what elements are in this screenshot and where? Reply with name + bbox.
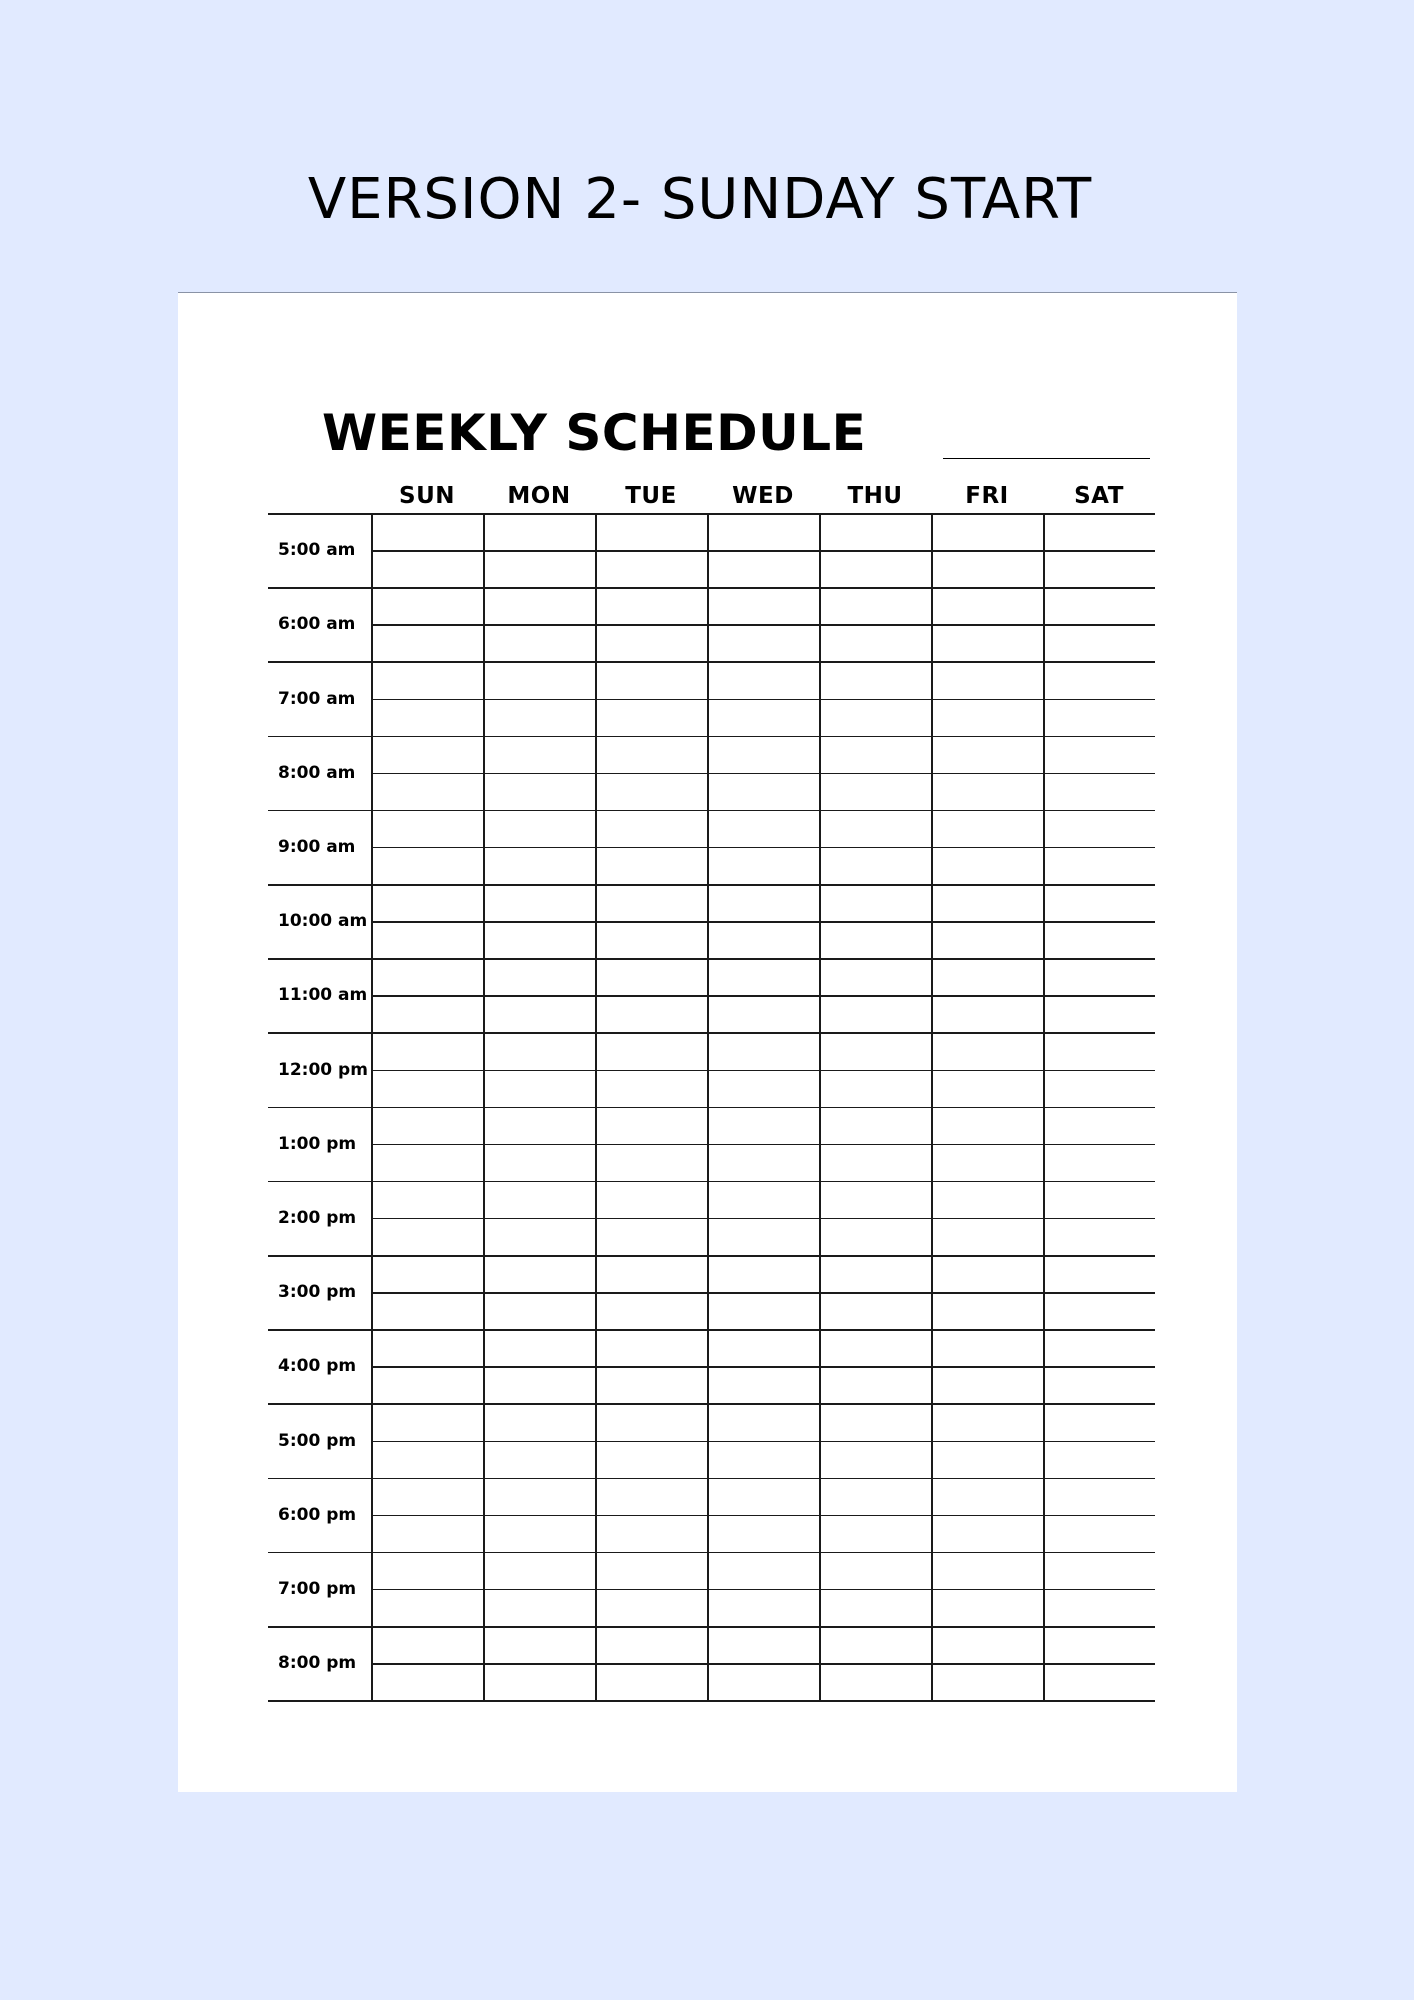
schedule-cell[interactable] [485, 589, 593, 622]
schedule-cell[interactable] [485, 1257, 593, 1290]
schedule-cell[interactable] [373, 1034, 481, 1067]
day-header-sun: SUN [399, 483, 455, 509]
schedule-cell[interactable] [373, 1331, 481, 1364]
schedule-cell[interactable] [485, 1146, 593, 1179]
schedule-cell[interactable] [597, 1628, 705, 1661]
schedule-cell[interactable] [1045, 1554, 1153, 1587]
time-label: 10:00 am [278, 911, 368, 932]
schedule-cell[interactable] [1045, 1628, 1153, 1661]
schedule-cell[interactable] [1045, 1443, 1153, 1476]
schedule-cell[interactable] [821, 1072, 929, 1105]
schedule-cell[interactable] [373, 775, 481, 808]
schedule-cell[interactable] [597, 1146, 705, 1179]
schedule-cell[interactable] [709, 589, 817, 622]
schedule-cell[interactable] [933, 1034, 1041, 1067]
schedule-cell[interactable] [373, 1220, 481, 1253]
schedule-cell[interactable] [373, 589, 481, 622]
schedule-cell[interactable] [485, 552, 593, 585]
schedule-cell[interactable] [821, 1480, 929, 1513]
schedule-cell[interactable] [933, 1220, 1041, 1253]
schedule-cell[interactable] [485, 1220, 593, 1253]
schedule-cell[interactable] [597, 1109, 705, 1142]
schedule-cell[interactable] [597, 738, 705, 771]
schedule-cell[interactable] [597, 812, 705, 845]
schedule-cell[interactable] [373, 1183, 481, 1216]
schedule-cell[interactable] [485, 1034, 593, 1067]
schedule-cell[interactable] [597, 1554, 705, 1587]
column-divider [931, 513, 933, 1700]
schedule-cell[interactable] [709, 1294, 817, 1327]
schedule-cell[interactable] [597, 626, 705, 659]
schedule-cell[interactable] [485, 663, 593, 696]
schedule-cell[interactable] [821, 1591, 929, 1624]
schedule-cell[interactable] [373, 1368, 481, 1401]
schedule-cell[interactable] [933, 1109, 1041, 1142]
schedule-cell[interactable] [821, 1405, 929, 1438]
schedule-cell[interactable] [373, 1146, 481, 1179]
schedule-cell[interactable] [597, 589, 705, 622]
schedule-cell[interactable] [933, 849, 1041, 882]
schedule-cell[interactable] [597, 1665, 705, 1698]
schedule-cell[interactable] [933, 1443, 1041, 1476]
schedule-cell[interactable] [933, 923, 1041, 956]
schedule-cell[interactable] [597, 552, 705, 585]
schedule-cell[interactable] [373, 923, 481, 956]
schedule-cell[interactable] [821, 1034, 929, 1067]
schedule-cell[interactable] [597, 1034, 705, 1067]
schedule-cell[interactable] [485, 626, 593, 659]
schedule-cell[interactable] [933, 626, 1041, 659]
schedule-cell[interactable] [1045, 626, 1153, 659]
schedule-cell[interactable] [1045, 886, 1153, 919]
schedule-cell[interactable] [821, 701, 929, 734]
schedule-cell[interactable] [933, 775, 1041, 808]
schedule-cell[interactable] [373, 1405, 481, 1438]
schedule-cell[interactable] [485, 738, 593, 771]
schedule-cell[interactable] [1045, 1368, 1153, 1401]
schedule-cell[interactable] [821, 589, 929, 622]
schedule-cell[interactable] [373, 1443, 481, 1476]
schedule-cell[interactable] [1045, 960, 1153, 993]
schedule-cell[interactable] [1045, 997, 1153, 1030]
schedule-cell[interactable] [373, 701, 481, 734]
schedule-cell[interactable] [597, 1480, 705, 1513]
schedule-cell[interactable] [821, 1109, 929, 1142]
schedule-cell[interactable] [597, 1220, 705, 1253]
schedule-cell[interactable] [373, 552, 481, 585]
schedule-cell[interactable] [709, 1480, 817, 1513]
schedule-cell[interactable] [373, 626, 481, 659]
schedule-cell[interactable] [933, 1257, 1041, 1290]
schedule-cell[interactable] [709, 1443, 817, 1476]
schedule-cell[interactable] [1045, 1183, 1153, 1216]
day-header-sat: SAT [1074, 483, 1124, 509]
schedule-cell[interactable] [485, 1331, 593, 1364]
schedule-cell[interactable] [485, 886, 593, 919]
schedule-cell[interactable] [709, 1220, 817, 1253]
schedule-cell[interactable] [597, 1294, 705, 1327]
schedule-cell[interactable] [821, 1665, 929, 1698]
column-divider [371, 513, 373, 1700]
schedule-cell[interactable] [597, 997, 705, 1030]
schedule-cell[interactable] [373, 1109, 481, 1142]
schedule-cell[interactable] [1045, 663, 1153, 696]
schedule-cell[interactable] [485, 1183, 593, 1216]
schedule-cell[interactable] [597, 960, 705, 993]
schedule-cell[interactable] [1045, 1405, 1153, 1438]
schedule-cell[interactable] [1045, 1331, 1153, 1364]
schedule-cell[interactable] [485, 923, 593, 956]
schedule-cell[interactable] [821, 775, 929, 808]
schedule-cell[interactable] [933, 1183, 1041, 1216]
schedule-cell[interactable] [933, 1517, 1041, 1550]
schedule-cell[interactable] [485, 515, 593, 548]
schedule-cell[interactable] [597, 1405, 705, 1438]
schedule-cell[interactable] [373, 738, 481, 771]
schedule-cell[interactable] [597, 1368, 705, 1401]
schedule-cell[interactable] [709, 812, 817, 845]
schedule-cell[interactable] [485, 1628, 593, 1661]
schedule-cell[interactable] [373, 960, 481, 993]
schedule-cell[interactable] [485, 1109, 593, 1142]
schedule-cell[interactable] [933, 515, 1041, 548]
schedule-cell[interactable] [373, 1665, 481, 1698]
schedule-cell[interactable] [373, 1480, 481, 1513]
schedule-cell[interactable] [373, 515, 481, 548]
schedule-cell[interactable] [485, 701, 593, 734]
schedule-cell[interactable] [821, 515, 929, 548]
schedule-cell[interactable] [933, 1628, 1041, 1661]
time-label: 12:00 pm [278, 1059, 368, 1080]
schedule-cell[interactable] [821, 738, 929, 771]
schedule-cell[interactable] [933, 997, 1041, 1030]
schedule-cell[interactable] [485, 1591, 593, 1624]
schedule-cell[interactable] [821, 552, 929, 585]
schedule-cell[interactable] [821, 1443, 929, 1476]
schedule-cell[interactable] [821, 1517, 929, 1550]
schedule-cell[interactable] [933, 589, 1041, 622]
time-label: 9:00 am [278, 836, 356, 857]
schedule-cell[interactable] [485, 1294, 593, 1327]
schedule-cell[interactable] [597, 849, 705, 882]
schedule-cell[interactable] [485, 1443, 593, 1476]
schedule-cell[interactable] [933, 1072, 1041, 1105]
schedule-cell[interactable] [709, 1109, 817, 1142]
schedule-cell[interactable] [485, 1072, 593, 1105]
column-divider [595, 513, 597, 1700]
schedule-cell[interactable] [709, 1591, 817, 1624]
schedule-cell[interactable] [1045, 1146, 1153, 1179]
schedule-cell[interactable] [1045, 1034, 1153, 1067]
schedule-cell[interactable] [373, 663, 481, 696]
schedule-cell[interactable] [1045, 701, 1153, 734]
schedule-cell[interactable] [1045, 849, 1153, 882]
schedule-cell[interactable] [597, 1183, 705, 1216]
schedule-cell[interactable] [933, 1331, 1041, 1364]
schedule-cell[interactable] [933, 1368, 1041, 1401]
schedule-cell[interactable] [1045, 1480, 1153, 1513]
schedule-cell[interactable] [709, 1665, 817, 1698]
time-label: 7:00 pm [278, 1578, 357, 1599]
schedule-cell[interactable] [709, 515, 817, 548]
schedule-cell[interactable] [1045, 775, 1153, 808]
schedule-cell[interactable] [1045, 1665, 1153, 1698]
schedule-cell[interactable] [709, 1405, 817, 1438]
schedule-cell[interactable] [821, 1331, 929, 1364]
schedule-cell[interactable] [933, 960, 1041, 993]
schedule-cell[interactable] [373, 812, 481, 845]
schedule-cell[interactable] [933, 1554, 1041, 1587]
hour-rule [268, 1700, 1155, 1702]
schedule-cell[interactable] [1045, 1591, 1153, 1624]
schedule-cell[interactable] [933, 1480, 1041, 1513]
schedule-cell[interactable] [1045, 1220, 1153, 1253]
column-divider [819, 513, 821, 1700]
schedule-cell[interactable] [709, 1554, 817, 1587]
schedule-cell[interactable] [373, 1591, 481, 1624]
schedule-cell[interactable] [821, 1294, 929, 1327]
schedule-cell[interactable] [933, 886, 1041, 919]
day-header-fri: FRI [965, 483, 1009, 509]
time-label: 8:00 am [278, 762, 356, 783]
schedule-cell[interactable] [1045, 1257, 1153, 1290]
schedule-cell[interactable] [933, 1665, 1041, 1698]
schedule-cell[interactable] [933, 1146, 1041, 1179]
schedule-cell[interactable] [709, 626, 817, 659]
schedule-cell[interactable] [1045, 1517, 1153, 1550]
schedule-cell[interactable] [933, 701, 1041, 734]
date-write-line[interactable] [943, 458, 1150, 459]
day-header-wed: WED [732, 483, 794, 509]
schedule-cell[interactable] [597, 1257, 705, 1290]
schedule-cell[interactable] [485, 997, 593, 1030]
schedule-cell[interactable] [709, 1072, 817, 1105]
schedule-cell[interactable] [597, 923, 705, 956]
schedule-cell[interactable] [709, 1517, 817, 1550]
time-label: 1:00 pm [278, 1133, 357, 1154]
schedule-cell[interactable] [1045, 1109, 1153, 1142]
time-label: 2:00 pm [278, 1207, 357, 1228]
schedule-cell[interactable] [709, 663, 817, 696]
schedule-cell[interactable] [709, 886, 817, 919]
schedule-cell[interactable] [373, 1628, 481, 1661]
schedule-cell[interactable] [709, 1628, 817, 1661]
schedule-cell[interactable] [709, 1257, 817, 1290]
schedule-cell[interactable] [821, 1257, 929, 1290]
schedule-cell[interactable] [485, 775, 593, 808]
schedule-cell[interactable] [709, 849, 817, 882]
schedule-cell[interactable] [485, 1480, 593, 1513]
schedule-cell[interactable] [933, 1591, 1041, 1624]
schedule-cell[interactable] [597, 1331, 705, 1364]
schedule-cell[interactable] [933, 1294, 1041, 1327]
schedule-cell[interactable] [709, 701, 817, 734]
schedule-cell[interactable] [821, 1368, 929, 1401]
schedule-cell[interactable] [597, 1591, 705, 1624]
schedule-cell[interactable] [933, 812, 1041, 845]
schedule-cell[interactable] [597, 515, 705, 548]
schedule-cell[interactable] [597, 701, 705, 734]
schedule-cell[interactable] [485, 1554, 593, 1587]
schedule-cell[interactable] [485, 1665, 593, 1698]
schedule-cell[interactable] [709, 1146, 817, 1179]
schedule-cell[interactable] [821, 960, 929, 993]
schedule-title: WEEKLY SCHEDULE [322, 404, 867, 462]
schedule-cell[interactable] [709, 1331, 817, 1364]
schedule-cell[interactable] [597, 775, 705, 808]
schedule-cell[interactable] [709, 775, 817, 808]
time-label: 6:00 pm [278, 1504, 357, 1525]
schedule-cell[interactable] [709, 1183, 817, 1216]
schedule-cell[interactable] [821, 1146, 929, 1179]
schedule-cell[interactable] [373, 1554, 481, 1587]
day-header-tue: TUE [625, 483, 677, 509]
schedule-cell[interactable] [821, 663, 929, 696]
schedule-cell[interactable] [1045, 589, 1153, 622]
day-header-mon: MON [507, 483, 571, 509]
schedule-cell[interactable] [1045, 812, 1153, 845]
schedule-cell[interactable] [597, 1072, 705, 1105]
schedule-cell[interactable] [709, 923, 817, 956]
schedule-cell[interactable] [709, 960, 817, 993]
schedule-cell[interactable] [373, 1072, 481, 1105]
schedule-cell[interactable] [821, 1220, 929, 1253]
schedule-cell[interactable] [597, 1443, 705, 1476]
schedule-cell[interactable] [821, 923, 929, 956]
schedule-cell[interactable] [709, 552, 817, 585]
schedule-cell[interactable] [821, 1554, 929, 1587]
schedule-cell[interactable] [485, 1517, 593, 1550]
schedule-cell[interactable] [821, 1628, 929, 1661]
schedule-cell[interactable] [485, 1368, 593, 1401]
schedule-cell[interactable] [821, 812, 929, 845]
time-label: 6:00 am [278, 614, 356, 635]
time-label: 7:00 am [278, 688, 356, 709]
schedule-cell[interactable] [1045, 552, 1153, 585]
schedule-cell[interactable] [485, 960, 593, 993]
day-header-thu: THU [847, 483, 903, 509]
schedule-cell[interactable] [821, 849, 929, 882]
schedule-cell[interactable] [933, 663, 1041, 696]
time-label: 5:00 pm [278, 1430, 357, 1451]
schedule-cell[interactable] [709, 997, 817, 1030]
schedule-cell[interactable] [933, 552, 1041, 585]
schedule-cell[interactable] [709, 1368, 817, 1401]
column-divider [1043, 513, 1045, 1700]
schedule-sheet [178, 292, 1237, 1792]
schedule-cell[interactable] [821, 886, 929, 919]
schedule-cell[interactable] [597, 663, 705, 696]
schedule-cell[interactable] [373, 1294, 481, 1327]
schedule-cell[interactable] [373, 997, 481, 1030]
time-label: 11:00 am [278, 985, 368, 1006]
schedule-cell[interactable] [1045, 515, 1153, 548]
schedule-cell[interactable] [933, 738, 1041, 771]
schedule-cell[interactable] [485, 1405, 593, 1438]
schedule-cell[interactable] [1045, 923, 1153, 956]
time-label: 4:00 pm [278, 1356, 357, 1377]
schedule-cell[interactable] [373, 1517, 481, 1550]
schedule-cell[interactable] [597, 1517, 705, 1550]
schedule-cell[interactable] [709, 1034, 817, 1067]
schedule-cell[interactable] [821, 997, 929, 1030]
schedule-cell[interactable] [597, 886, 705, 919]
schedule-cell[interactable] [933, 1405, 1041, 1438]
column-divider [483, 513, 485, 1700]
schedule-cell[interactable] [373, 1257, 481, 1290]
schedule-cell[interactable] [485, 812, 593, 845]
schedule-cell[interactable] [821, 626, 929, 659]
schedule-cell[interactable] [1045, 1072, 1153, 1105]
schedule-cell[interactable] [709, 738, 817, 771]
schedule-cell[interactable] [485, 849, 593, 882]
schedule-cell[interactable] [1045, 1294, 1153, 1327]
time-label: 8:00 pm [278, 1653, 357, 1674]
schedule-cell[interactable] [1045, 738, 1153, 771]
schedule-cell[interactable] [373, 886, 481, 919]
time-label: 5:00 am [278, 540, 356, 561]
schedule-cell[interactable] [373, 849, 481, 882]
time-label: 3:00 pm [278, 1282, 357, 1303]
version-title: VERSION 2- SUNDAY START [307, 167, 1093, 232]
schedule-cell[interactable] [821, 1183, 929, 1216]
column-divider [707, 513, 709, 1700]
